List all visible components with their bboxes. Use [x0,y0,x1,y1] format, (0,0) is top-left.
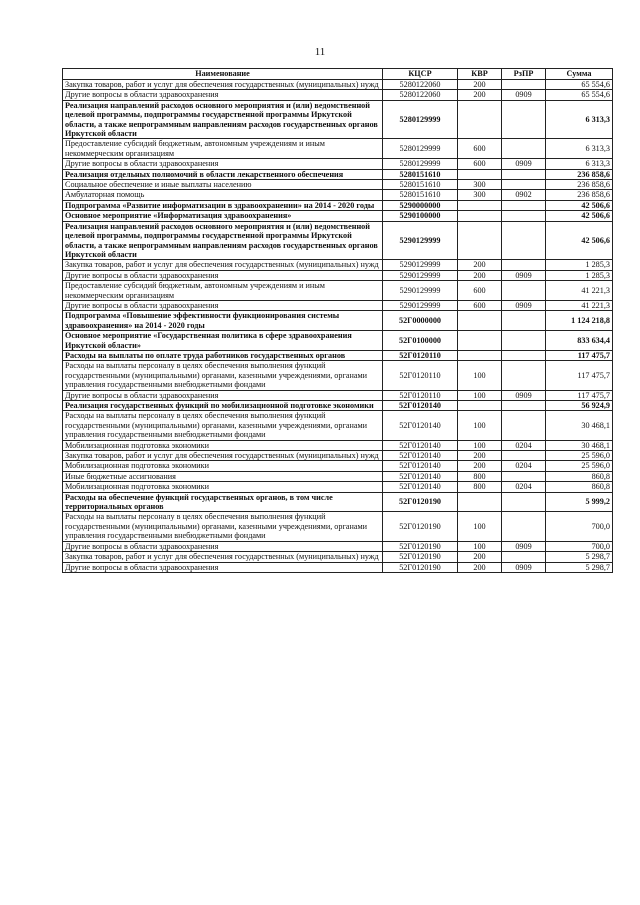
cell-sum: 42 506,6 [546,221,613,260]
table-row [63,512,613,541]
cell-name: Амбулаторная помощь [63,190,383,200]
cell-kvr [458,492,502,512]
cell-kvr [458,350,502,360]
page-number: 11 [314,46,326,58]
table-row [63,552,613,562]
cell-rzpr [502,492,546,512]
cell-name: Предоставление субсидий бюджетным, автономным учреждениям и иным некоммерческим организациям [63,281,383,301]
column-header-kvr: КВР [458,69,502,80]
table-row [63,331,613,351]
cell-kcsr: 52Г0120110 [383,350,458,360]
table-row [63,300,613,310]
cell-name: Закупка товаров, работ и услуг для обеспечения государственных (муниципальных) нужд [63,552,383,562]
cell-rzpr: 0909 [502,541,546,551]
cell-kcsr: 52Г0100000 [383,331,458,351]
cell-sum: 700,0 [546,541,613,551]
table-row [63,159,613,169]
cell-sum: 860,8 [546,471,613,481]
table-row [63,492,613,512]
cell-rzpr [502,80,546,90]
cell-kvr: 200 [458,90,502,100]
table-row [63,390,613,400]
cell-sum: 117 475,7 [546,361,613,390]
cell-name: Реализация отдельных полномочий в области лекарственного обеспечения [63,169,383,179]
cell-kcsr: 5280129999 [383,139,458,159]
cell-kcsr: 5290100000 [383,211,458,221]
cell-name: Расходы на выплаты персоналу в целях обеспечения выполнения функций государственными (муниципальными) органами, казенными учреждениями, органами управления государственными внебюджетными фондами [63,512,383,541]
column-header-name: Наименование [63,69,383,80]
cell-rzpr [502,221,546,260]
cell-sum: 6 313,3 [546,159,613,169]
table-row [63,411,613,440]
cell-kcsr: 5280122060 [383,90,458,100]
cell-kvr: 100 [458,361,502,390]
cell-name: Подпрограмма «Повышение эффективности функционирования системы здравоохранения» на 2014 - 2020 годы [63,311,383,331]
cell-rzpr [502,411,546,440]
cell-rzpr [502,331,546,351]
cell-kvr: 300 [458,190,502,200]
table-row [63,169,613,179]
cell-kcsr: 52Г0120140 [383,401,458,411]
cell-sum: 860,8 [546,482,613,492]
table-row [63,270,613,280]
cell-sum: 41 221,3 [546,300,613,310]
cell-kvr: 100 [458,440,502,450]
table-header [63,69,613,80]
cell-kcsr: 52Г0120140 [383,471,458,481]
cell-rzpr [502,350,546,360]
cell-kvr: 600 [458,281,502,301]
cell-kcsr: 52Г0120140 [383,482,458,492]
cell-sum: 117 475,7 [546,390,613,400]
cell-kvr: 200 [458,80,502,90]
table-row [63,471,613,481]
cell-kcsr: 5280129999 [383,100,458,139]
cell-rzpr: 0909 [502,270,546,280]
cell-sum: 700,0 [546,512,613,541]
cell-kvr [458,211,502,221]
cell-name: Другие вопросы в области здравоохранения [63,390,383,400]
cell-kvr: 600 [458,300,502,310]
cell-kvr: 800 [458,482,502,492]
cell-rzpr [502,311,546,331]
cell-kcsr: 52Г0120110 [383,390,458,400]
cell-rzpr: 0902 [502,190,546,200]
cell-kcsr: 5280151610 [383,190,458,200]
cell-sum: 42 506,6 [546,200,613,210]
cell-kvr: 200 [458,461,502,471]
cell-rzpr [502,471,546,481]
cell-kcsr: 52Г0120110 [383,361,458,390]
cell-rzpr [502,552,546,562]
cell-kcsr: 5290129999 [383,260,458,270]
cell-name: Закупка товаров, работ и услуг для обеспечения государственных (муниципальных) нужд [63,451,383,461]
cell-sum: 236 858,6 [546,180,613,190]
cell-kvr [458,100,502,139]
column-header-sum: Сумма [546,69,613,80]
cell-sum: 236 858,6 [546,190,613,200]
cell-kcsr: 52Г0120140 [383,440,458,450]
cell-kcsr: 52Г0120190 [383,552,458,562]
cell-kvr: 200 [458,552,502,562]
cell-name: Расходы на выплаты персоналу в целях обеспечения выполнения функций государственными (муниципальными) органами, казенными учреждениями, органами управления государственными внебюджетными фондами [63,411,383,440]
cell-kvr [458,311,502,331]
cell-kcsr: 52Г0000000 [383,311,458,331]
cell-rzpr [502,401,546,411]
cell-kcsr: 5290129999 [383,270,458,280]
cell-kvr: 200 [458,260,502,270]
cell-kcsr: 52Г0120190 [383,492,458,512]
cell-sum: 65 554,6 [546,80,613,90]
cell-name: Закупка товаров, работ и услуг для обеспечения государственных (муниципальных) нужд [63,80,383,90]
cell-name: Другие вопросы в области здравоохранения [63,562,383,572]
cell-kcsr: 52Г0120190 [383,541,458,551]
table-row [63,221,613,260]
budget-table [62,68,613,573]
cell-name: Расходы на выплаты по оплате труда работников государственных органов [63,350,383,360]
cell-kvr: 200 [458,270,502,280]
cell-sum: 6 313,3 [546,139,613,159]
cell-rzpr [502,281,546,301]
table-row [63,90,613,100]
cell-kvr: 200 [458,451,502,461]
cell-sum: 25 596,0 [546,461,613,471]
cell-name: Другие вопросы в области здравоохранения [63,541,383,551]
cell-kcsr: 5280151610 [383,169,458,179]
cell-kvr [458,401,502,411]
table-row [63,350,613,360]
cell-name: Мобилизационная подготовка экономики [63,482,383,492]
cell-kvr [458,221,502,260]
table-row [63,311,613,331]
table-row [63,482,613,492]
cell-sum: 5 298,7 [546,562,613,572]
cell-rzpr: 0909 [502,300,546,310]
cell-kcsr: 5290000000 [383,200,458,210]
cell-name: Мобилизационная подготовка экономики [63,440,383,450]
cell-name: Закупка товаров, работ и услуг для обеспечения государственных (муниципальных) нужд [63,260,383,270]
cell-kcsr: 52Г0120140 [383,451,458,461]
cell-sum: 42 506,6 [546,211,613,221]
cell-sum: 6 313,3 [546,100,613,139]
cell-name: Другие вопросы в области здравоохранения [63,90,383,100]
cell-kvr [458,169,502,179]
table-row [63,401,613,411]
cell-sum: 56 924,9 [546,401,613,411]
cell-name: Основное мероприятие «Информатизация здравоохранения» [63,211,383,221]
cell-rzpr [502,139,546,159]
cell-rzpr [502,100,546,139]
table-row [63,361,613,390]
cell-kvr: 100 [458,390,502,400]
cell-name: Мобилизационная подготовка экономики [63,461,383,471]
cell-name: Реализация направлений расходов основного мероприятия и (или) ведомственной целевой программы, подпрограммы государственной программы Иркутской области, а также непрограммным направлениям расходов государственных органов Иркутской области [63,100,383,139]
cell-rzpr: 0909 [502,90,546,100]
cell-rzpr: 0204 [502,482,546,492]
cell-kcsr: 5280129999 [383,159,458,169]
table-row [63,180,613,190]
cell-sum: 1 285,3 [546,260,613,270]
cell-name: Реализация государственных функций по мобилизационной подготовке экономики [63,401,383,411]
cell-name: Другие вопросы в области здравоохранения [63,270,383,280]
cell-sum: 41 221,3 [546,281,613,301]
cell-sum: 833 634,4 [546,331,613,351]
cell-kvr: 300 [458,180,502,190]
cell-name: Социальное обеспечение и иные выплаты населению [63,180,383,190]
table-row [63,281,613,301]
cell-kcsr: 5290129999 [383,300,458,310]
cell-kvr: 800 [458,471,502,481]
cell-rzpr [502,200,546,210]
cell-sum: 117 475,7 [546,350,613,360]
cell-kcsr: 5290129999 [383,221,458,260]
cell-rzpr [502,260,546,270]
cell-sum: 1 124 218,8 [546,311,613,331]
cell-name: Реализация направлений расходов основного мероприятия и (или) ведомственной целевой программы, подпрограммы государственной программы Иркутской области, а также непрограммным направлениям расходов государственных органов Иркутской области [63,221,383,260]
cell-rzpr [502,451,546,461]
cell-name: Основное мероприятие «Государственная политика в сфере здравоохранения Иркутской области» [63,331,383,351]
cell-name: Иные бюджетные ассигнования [63,471,383,481]
cell-rzpr: 0204 [502,461,546,471]
cell-kcsr: 52Г0120190 [383,512,458,541]
table-row [63,100,613,139]
cell-sum: 30 468,1 [546,440,613,450]
cell-name: Предоставление субсидий бюджетным, автономным учреждениям и иным некоммерческим организациям [63,139,383,159]
cell-kcsr: 52Г0120140 [383,411,458,440]
cell-name: Расходы на обеспечение функций государственных органов, в том числе территориальных органов [63,492,383,512]
cell-rzpr [502,180,546,190]
header-row [63,69,613,80]
column-header-kcsr: КЦСР [383,69,458,80]
table-row [63,260,613,270]
cell-kvr: 100 [458,541,502,551]
cell-sum: 236 858,6 [546,169,613,179]
cell-kvr [458,331,502,351]
table-row [63,200,613,210]
table-row [63,80,613,90]
cell-rzpr: 0204 [502,440,546,450]
cell-sum: 1 285,3 [546,270,613,280]
cell-sum: 5 999,2 [546,492,613,512]
cell-name: Другие вопросы в области здравоохранения [63,159,383,169]
cell-sum: 30 468,1 [546,411,613,440]
cell-kcsr: 5290129999 [383,281,458,301]
cell-rzpr [502,512,546,541]
cell-kvr [458,200,502,210]
cell-sum: 25 596,0 [546,451,613,461]
cell-kcsr: 5280151610 [383,180,458,190]
table-row [63,541,613,551]
cell-kvr: 600 [458,159,502,169]
cell-kvr: 100 [458,411,502,440]
cell-sum: 65 554,6 [546,90,613,100]
cell-name: Другие вопросы в области здравоохранения [63,300,383,310]
cell-kvr: 600 [458,139,502,159]
cell-name: Расходы на выплаты персоналу в целях обеспечения выполнения функций государственными (муниципальными) органами, казенными учреждениями, органами управления государственными внебюджетными фондами [63,361,383,390]
table-row [63,440,613,450]
cell-kvr: 200 [458,562,502,572]
cell-kcsr: 5280122060 [383,80,458,90]
cell-rzpr: 0909 [502,562,546,572]
table-body [63,80,613,573]
table-row [63,562,613,572]
cell-rzpr [502,361,546,390]
column-header-rzpr: РзПР [502,69,546,80]
cell-kcsr: 52Г0120140 [383,461,458,471]
table-row [63,451,613,461]
table-row [63,461,613,471]
cell-rzpr [502,169,546,179]
cell-sum: 5 298,7 [546,552,613,562]
table-row [63,139,613,159]
table-row [63,190,613,200]
table-row [63,211,613,221]
cell-rzpr [502,211,546,221]
cell-rzpr: 0909 [502,390,546,400]
cell-rzpr: 0909 [502,159,546,169]
cell-kcsr: 52Г0120190 [383,562,458,572]
cell-kvr: 100 [458,512,502,541]
cell-name: Подпрограмма «Развитие информатизации в здравоохранении» на 2014 - 2020 годы [63,200,383,210]
